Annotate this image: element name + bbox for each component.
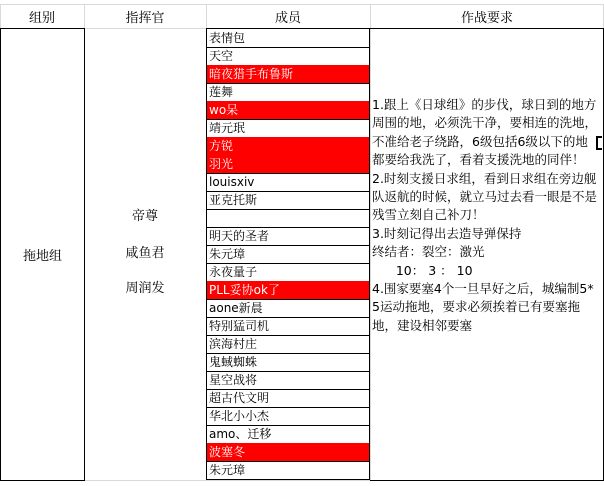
requirements-text: 1.跟上《日球组》的步伐，球日到的地方周围的地，必须洗干净，要相连的洗地，不准给老子绕路，6级包括6级以下的地都要给我洗了，看着支援洗地的同伴！ 2.时刻支援日求组，看到日求组在旁边舰队返航的时候，就立马过去看一眼是不是残雪立刻自己补刀！ 3.时刻记得出去造导弹保持 终结者：裂空：激光 10： 3 ： 10 4.围家要塞4个一旦早好之后，城编制5*5运动拖地，要求必须挨着已有要塞拖地，建设相邻要塞 [372,97,598,333]
member-cell: 滨海村庄 [206,335,370,354]
member-cell: 华北小小杰 [206,407,370,426]
member-cell: 超古代文明 [206,389,370,408]
member-cell: 莲舞 [206,83,370,102]
member-cell: 天空 [206,47,370,66]
member-cell: 靖元珉 [206,119,370,138]
group-name: 拖地组 [22,249,62,264]
commander-name: 帝尊 [131,209,158,224]
member-cell: amo、迁移 [206,425,370,444]
header-requirements: 作战要求 [460,10,513,26]
member-cell: 方锐 [206,137,370,156]
commander-name: 周润发 [125,281,165,296]
member-cell: 永夜量子 [206,263,370,282]
member-cell: 明天的圣者 [206,227,370,246]
group-cell [0,28,85,481]
header-group: 组别 [28,10,55,26]
member-cell: wo呆 [206,101,370,120]
member-cell: 亚克托斯 [206,191,370,210]
member-cell: 表情包 [206,29,370,48]
member-cell: 鬼蜮蜘蛛 [206,353,370,372]
member-cell: louisxiv [206,173,370,192]
member-cell: 波塞冬 [206,443,370,462]
member-cell [206,209,370,228]
member-cell: 朱元璋 [206,461,370,480]
member-cell: 特别猛司机 [206,317,370,336]
header-commander: 指挥官 [125,10,165,26]
commander-name: 咸鱼君 [125,246,165,261]
member-cell: PLL妥协ok了 [206,281,370,300]
header-members: 成员 [274,10,301,26]
member-cell: 星空战将 [206,371,370,390]
member-cell: 暗夜猎手布鲁斯 [206,65,370,84]
member-cell: 朱元璋 [206,245,370,264]
member-cell: aone新晨 [206,299,370,318]
member-cell: 羽光 [206,155,370,174]
